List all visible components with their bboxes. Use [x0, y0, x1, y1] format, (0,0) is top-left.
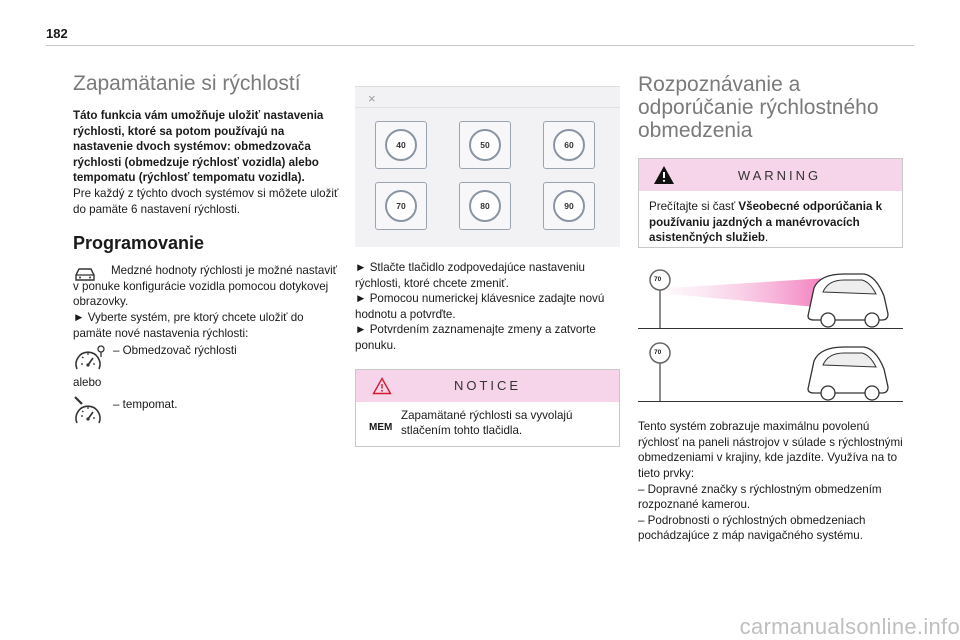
illustration-recognition-2: [638, 339, 903, 405]
notice-header: [356, 370, 619, 402]
intro-bold-text: Táto funkcia vám umožňuje uložiť nastavenia rýchlosti, ktoré sa potom používajú na nastavenie dvoch systémov: obmedzovača rýchlosti (obmedzuje rýchlosť vozidla) alebo tempomatu (rýchlosť tempomatu vozidla).: [73, 109, 324, 185]
illustration-recognition-1: [638, 266, 903, 332]
road-line: [638, 328, 903, 329]
speed-sign: 60: [553, 129, 585, 161]
speed-tile[interactable]: [375, 121, 427, 169]
section-title-recognition: Rozpoznávanie a odporúčanie rýchlostného obmedzenia: [638, 73, 879, 143]
mem-button-label: MEM: [369, 421, 393, 433]
speed-sign: 50: [469, 129, 501, 161]
speed-tile[interactable]: [459, 182, 511, 230]
screen-header-rule: [355, 107, 620, 108]
warning-text: [639, 191, 902, 246]
speed-sign-label: 70: [654, 349, 662, 357]
close-icon[interactable]: ×: [368, 91, 376, 106]
speed-sign: 70: [385, 190, 417, 222]
programming-text: Medzné hodnoty rýchlosti je možné nastaviť v ponuke konfigurácie vozidla pomocou dotykovej obrazovky.: [73, 264, 338, 309]
option-1-text: – Obmedzovač rýchlosti: [113, 344, 237, 358]
header-rule: [46, 45, 914, 46]
column-speed-grid: [355, 86, 620, 447]
page-number: 182: [46, 26, 68, 41]
option-cruise-control: [73, 395, 343, 429]
speed-sign: 80: [469, 190, 501, 222]
road-line: [638, 401, 903, 402]
section-title-memorize: Zapamätanie si rýchlostí: [73, 72, 301, 95]
notice-triangle-icon: [372, 377, 392, 395]
warning-link-text: Všeobecné odporúčania k používaniu jazdných a manévrovacích asistenčných služieb: [649, 200, 883, 245]
warning-text-pre: Prečítajte si časť: [649, 200, 739, 214]
speed-limiter-icon: [73, 343, 107, 380]
intro-text: Pre každý z týchto dvoch systémov si môžete uložiť do pamäte 6 nastavení rýchlosti.: [73, 187, 339, 216]
speed-settings-screen: [355, 86, 620, 247]
watermark-footer: carmanualsonline.info: [739, 614, 960, 639]
column-memorize-speeds: [73, 70, 343, 429]
steps-text: ► Stlačte tlačidlo zodpovedajúce nastaveniu rýchlosti, ktoré chcete zmeniť. ► Pomocou numerickej klávesnice zadajte novú hodnotu a potvrďte. ► Potvrdením zaznamenajte zmeny a zatvorte ponuku.: [355, 261, 605, 352]
programming-step: ► Vyberte systém, pre ktorý chcete uložiť do pamäte nové nastavenia rýchlosti:: [73, 311, 304, 340]
warning-header: [639, 159, 902, 191]
speed-sign: 40: [385, 129, 417, 161]
speed-tile[interactable]: [543, 182, 595, 230]
warning-text-post: .: [764, 231, 769, 245]
warning-title: WARNING: [737, 167, 822, 183]
notice-box: [355, 369, 620, 447]
section-title-programming: Programovanie: [73, 233, 205, 254]
or-text: alebo: [73, 376, 102, 390]
notice-text: Zapamätané rýchlosti sa vyvolajú stlačením tohto tlačidla.: [401, 408, 573, 438]
speed-sign-label: 70: [654, 276, 662, 284]
car-sign-illustration: [638, 341, 903, 401]
speed-tile[interactable]: [543, 121, 595, 169]
car-sign-illustration: [638, 268, 903, 328]
cruise-control-icon: [73, 395, 107, 432]
column-speed-recognition: [638, 73, 903, 544]
programming-block: [73, 263, 343, 341]
speed-sign: 90: [553, 190, 585, 222]
notice-title: NOTICE: [453, 378, 522, 394]
option-speed-limiter: [73, 343, 343, 375]
speed-tile[interactable]: [459, 121, 511, 169]
recognition-body-text: Tento systém zobrazuje maximálnu povolenú rýchlosť na paneli nástrojov v súlade s rýchlostnými obmedzeniami v krajiny, kde jazdíte. Využíva na to tieto prvky: – Dopravné značky s rýchlostným obmedzením rozpoznané kamerou. – Podrobnosti o rýchlostných obmedzeniach pochádzajúce z máp navigačného systému.: [638, 420, 903, 543]
speed-tile[interactable]: [375, 182, 427, 230]
car-settings-icon: [73, 265, 97, 288]
warning-box: [638, 158, 903, 248]
warning-triangle-icon: [653, 165, 675, 185]
option-2-text: – tempomat.: [113, 397, 178, 411]
